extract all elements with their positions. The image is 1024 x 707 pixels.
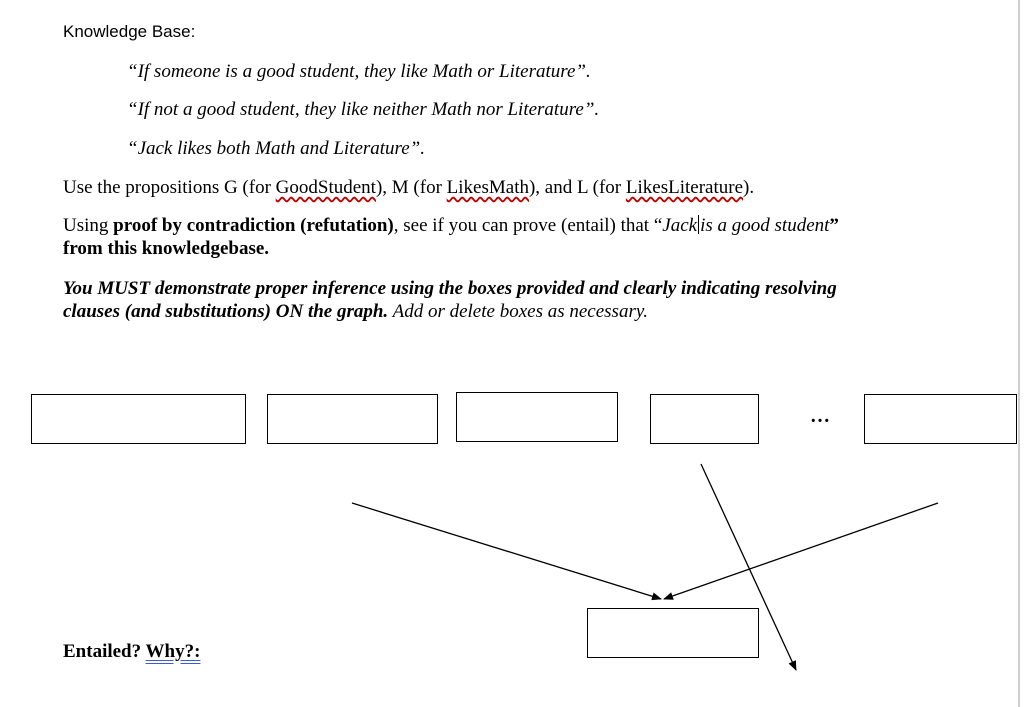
instructions-emphasis: You MUST demonstrate proper inference using the boxes provided and clearly indicating resolving clauses (and substitutions) ON the graph. [63, 278, 837, 322]
instructions-note: Add or delete boxes as necessary. [388, 301, 648, 322]
proof-text-3: ” from this knowledgebase. [63, 215, 839, 259]
proof-text-1: Using [63, 215, 114, 236]
proof-text-2: , see if you can prove (entail) that “ [393, 215, 663, 236]
entailed-question [63, 641, 200, 663]
entailed-label: Entailed? [63, 641, 146, 662]
kb-statement-1: “If someone is a good student, they like Math or Literature”. [127, 61, 591, 82]
why-label: Why?: [145, 641, 201, 662]
kb-statement-2: “If not a good student, they like neither Math nor Literature”. [127, 99, 600, 120]
term-goodstudent: GoodStudent [275, 177, 376, 198]
term-likesliterature: LikesLiterature [625, 177, 743, 198]
propositions-text-2: ), M (for [375, 177, 447, 198]
proof-claim: is a good student [700, 215, 830, 236]
more-boxes-ellipsis: … [810, 405, 831, 427]
kb-statement-3: “Jack likes both Math and Literature”. [127, 138, 425, 159]
knowledge-base-heading: Knowledge Base: [63, 22, 196, 41]
propositions-text-1: Use the propositions G (for [63, 177, 276, 198]
term-likesmath: LikesMath [446, 177, 529, 198]
resolvent-box[interactable] [587, 608, 759, 658]
propositions-text-4: ). [743, 177, 755, 198]
propositions-text-3: ), and L (for [528, 177, 626, 198]
arrow-right-to-resolvent[interactable] [664, 503, 938, 599]
arrow-left-to-resolvent[interactable] [352, 503, 661, 599]
proof-subject: Jack [662, 215, 698, 236]
proof-method: proof by contradiction (refutation) [113, 215, 394, 236]
